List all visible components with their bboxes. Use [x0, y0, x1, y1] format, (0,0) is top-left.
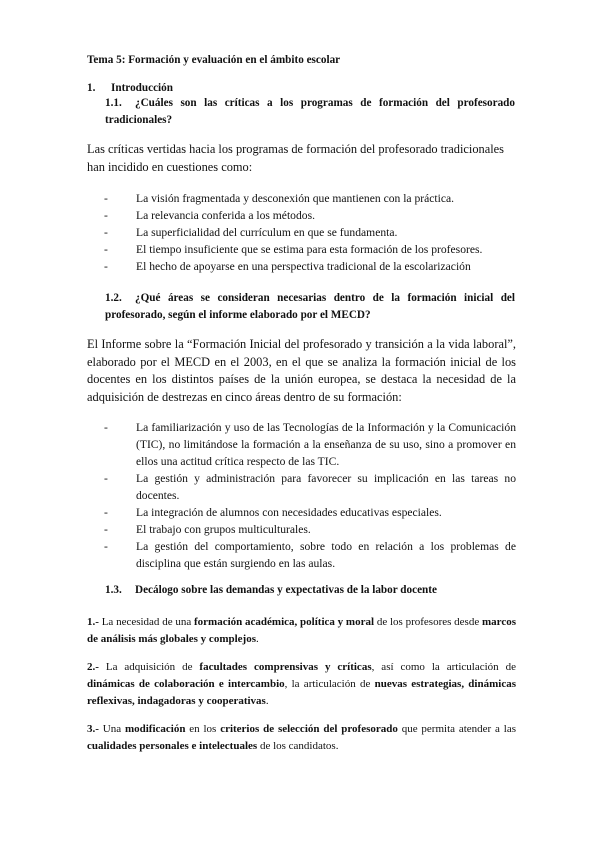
item-emphasis: facultades comprensivas y críticas: [199, 661, 372, 673]
item-emphasis: cualidades personales e intelectuales: [87, 740, 258, 752]
section-label: Introducción: [111, 82, 173, 94]
decalogo-item-3: [87, 721, 516, 755]
list-item: - El trabajo con grupos multiculturales.: [104, 521, 516, 538]
list-item: - El tiempo insuficiente que se estima para esta formación de los profesores.: [104, 241, 516, 258]
item-text: en los: [185, 723, 221, 735]
item-text: .: [255, 633, 259, 645]
item-text: , la articulación de: [284, 678, 375, 690]
item-number: 1.-: [87, 616, 99, 628]
item-emphasis: nuevas estrategias, dinámicas reflexivas, indagadoras y cooperativas: [87, 678, 516, 707]
section-number: 1.: [87, 82, 96, 94]
subsection-heading-1-2: [105, 290, 515, 324]
item-emphasis: criterios de selección del profesorado: [220, 723, 398, 735]
list-item: - La relevancia conferida a los métodos.: [104, 207, 516, 224]
list-item: - La gestión del comportamiento, sobre todo en relación a los problemas de disciplina que están surgiendo en las aulas.: [104, 538, 516, 572]
criticas-list: [104, 190, 516, 275]
item-number: 2.-: [87, 661, 99, 673]
subsection-number: 1.1.: [105, 97, 122, 109]
item-text: que permita atender a las: [397, 723, 517, 735]
list-item: - La familiarización y uso de las Tecnologías de la Información y la Comunicación (TIC), no limitándose la formación a la enseñanza de su uso, sino a promover en ellos una actitud crítica respecto de las TIC.: [104, 419, 516, 470]
decalogo-item-2: [87, 659, 516, 710]
item-text: La necesidad de una: [98, 616, 195, 628]
item-emphasis: modificación: [124, 723, 186, 735]
list-item: - La gestión y administración para favorecer su implicación en las tareas no docentes.: [104, 470, 516, 504]
item-emphasis: formación académica, política y moral: [194, 616, 375, 628]
subsection-label: ¿Qué áreas se consideran necesarias dentro de la formación inicial del profesorado, según el informe elaborado por el MECD?: [105, 292, 515, 321]
item-text: de los candidatos.: [257, 740, 339, 752]
item-text: Una: [98, 723, 125, 735]
paragraph-criticas: Las críticas vertidas hacia los programas de formación del profesorado tradicionales han incidido en cuestiones como:: [87, 142, 504, 174]
item-emphasis: marcos de análisis más globales y complejos: [87, 616, 516, 645]
subsection-heading-1-1: [105, 95, 515, 129]
item-number: 3.-: [87, 723, 99, 735]
item-text: La adquisición de: [98, 661, 200, 673]
document-title: Tema 5: Formación y evaluación en el ámbito escolar: [87, 54, 341, 66]
item-text: , así como la articulación de: [371, 661, 516, 673]
subsection-number: 1.2.: [105, 292, 122, 304]
subsection-heading-1-3: [105, 582, 515, 599]
list-item: - El hecho de apoyarse en una perspectiva tradicional de la escolarización: [104, 258, 516, 275]
list-item: - La superficialidad del currículum en que se fundamenta.: [104, 224, 516, 241]
subsection-label: ¿Cuáles son las críticas a los programas de formación del profesorado tradicionales?: [105, 97, 515, 126]
item-text: de los profesores desde: [374, 616, 482, 628]
decalogo-item-1: [87, 614, 516, 648]
item-emphasis: dinámicas de colaboración e intercambio: [87, 678, 285, 690]
paragraph-informe: El Informe sobre la “Formación Inicial del profesorado y transición a la vida laboral”, elaborado por el MECD en el 2003, en el que se analiza la formación inicial de los docentes en los distintos países de la unión europea, se destaca la necesidad de la adquisición de destrezas en cinco áreas dentro de su formación:: [87, 337, 516, 404]
subsection-number: 1.3.: [105, 584, 122, 596]
list-item: - La visión fragmentada y desconexión que mantienen con la práctica.: [104, 190, 516, 207]
subsection-label: Decálogo sobre las demandas y expectativas de la labor docente: [135, 584, 437, 596]
areas-list: [104, 419, 516, 572]
list-item: - La integración de alumnos con necesidades educativas especiales.: [104, 504, 516, 521]
item-text: .: [265, 695, 269, 707]
